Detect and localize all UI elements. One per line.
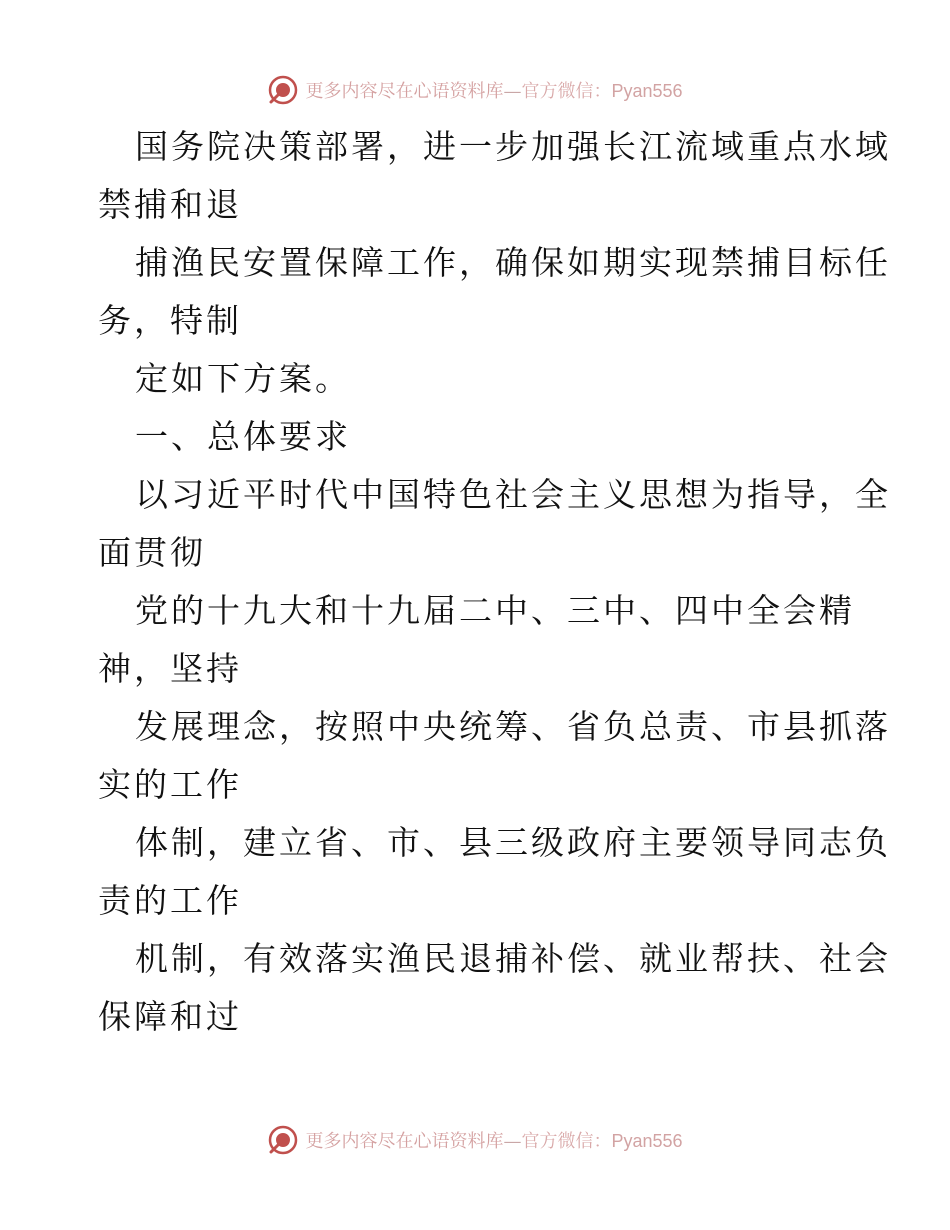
text-line: 机制，有效落实渔民退捕补偿、就业帮扶、社会: [135, 939, 891, 978]
text-line: 捕渔民安置保障工作，确保如期实现禁捕目标任: [135, 243, 891, 282]
text-line: 党的十九大和十九届二中、三中、四中全会精: [135, 591, 855, 630]
page-header-watermark: [0, 70, 950, 110]
watermark-separator: —: [503, 81, 522, 102]
text-line: 定如下方案。: [135, 359, 351, 398]
document-body: [98, 118, 891, 1046]
text-line: 务，特制: [98, 301, 242, 340]
watermark-wechat-label: 官方微信：: [521, 1131, 612, 1152]
watermark-wechat-label: 官方微信：: [521, 81, 612, 102]
watermark-text: [305, 1127, 682, 1153]
text-line: 体制，建立省、市、县三级政府主要领导同志负: [135, 823, 891, 862]
text-line: 以习近平时代中国特色社会主义思想为指导，全: [135, 475, 891, 514]
watermark-main: 更多内容尽在心语资料库: [305, 1131, 504, 1152]
watermark-wechat-id: Pyan556: [611, 1131, 683, 1151]
pen-logo-icon: [267, 1124, 299, 1156]
text-line: 责的工作: [98, 881, 242, 920]
watermark-wechat-id: Pyan556: [611, 81, 683, 101]
text-line: 发展理念，按照中央统筹、省负总责、市县抓落: [135, 707, 891, 746]
text-line: 神，坚持: [98, 649, 242, 688]
watermark-text: [305, 77, 682, 103]
text-line: 保障和过: [98, 997, 242, 1036]
watermark-separator: —: [503, 1131, 522, 1152]
text-line: 国务院决策部署，进一步加强长江流域重点水域: [135, 127, 891, 166]
section-heading: 一、总体要求: [135, 417, 351, 456]
text-line: 实的工作: [98, 765, 242, 804]
text-line: 禁捕和退: [98, 185, 242, 224]
page-footer-watermark: [0, 1120, 950, 1160]
pen-logo-icon: [267, 74, 299, 106]
watermark-main: 更多内容尽在心语资料库: [305, 81, 504, 102]
text-line: 面贯彻: [98, 533, 206, 572]
